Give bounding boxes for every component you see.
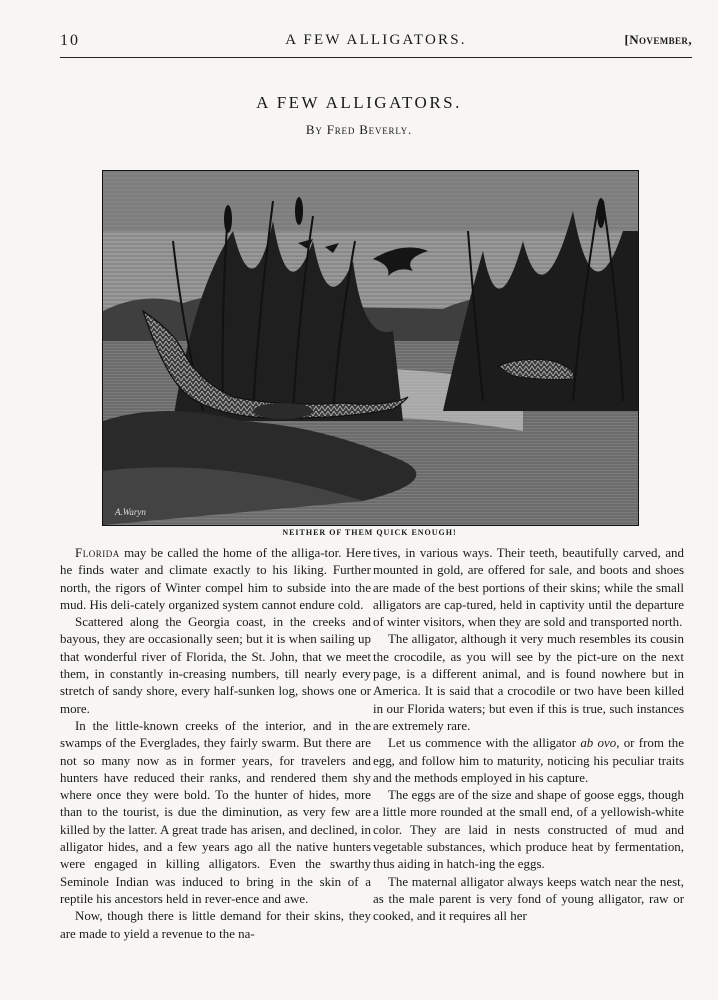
paragraph: Scattered along the Georgia coast, in the creeks and bayous, they are occasionally seen; but it is when sailing up that wonderful river of Florida, the St. John, that we meet them, in constantly in-creasing numbers, till nearly every stretch of sandy shore, every half-sunken log, shows one or more. (60, 614, 371, 716)
article-title: A FEW ALLIGATORS. (256, 93, 462, 112)
header-rule (60, 57, 692, 58)
paragraph-text: may be called the home of the alliga-tor. Here he finds water and climate exactly to his liking. Further north, the rigors of Winter compel him to subside into the mud. His deli-cately organized system cannot endure cold. (60, 545, 371, 612)
paragraph: The eggs are of the size and shape of goose eggs, though a little more rounded at the small end, of a yellowish-white color. They are laid in nests constructed of mud and vegetable substances, which produce heat by fermentation, thus aiding in hatch-ing the eggs. (373, 787, 684, 872)
paragraph: tives, in various ways. Their teeth, beautifully carved, and mounted in gold, are offered for sale, and boots and shoes are made of the best portions of their skins; while the small alligators are cap-tured, held in captivity until the departure of winter visitors, when they are sold and transported north. (373, 545, 684, 630)
article-byline: By Fred Beverly. (305, 122, 413, 137)
illustration-caption: NEITHER OF THEM QUICK ENOUGH! (282, 528, 457, 537)
right-column (373, 544, 684, 925)
running-header (60, 32, 692, 52)
left-column (60, 544, 371, 942)
paragraph: The alligator, although it very much resembles its cousin the crocodile, as you will see by the pict-ure on the next page, is a different animal, and is found nowhere but in America. It is said that a crocodile or two have been killed in our Florida waters; but even if this is true, such instances are extremely rare. (373, 631, 684, 733)
paragraph (373, 734, 684, 786)
alligator-swamp-engraving (103, 171, 638, 525)
artist-signature: A.Waryn (115, 507, 146, 517)
engraving-illustration (102, 170, 639, 526)
paragraph: The maternal alligator always keeps watch near the nest, as the male parent is very fond of young alligator, raw or cooked, and it requires all her (373, 873, 684, 924)
paragraph: In the little-known creeks of the interior, and in the swamps of the Everglades, they fairly swarm. But there are not so many now as in former years, for travelers and hunters have reduced their ranks, and rendered them shy where once they were bold. To the hunter of hides, more than to the tourist, is due the diminution, as very few are killed by the latter. A great trade has arisen, and declined, in alligator hides, and a few years ago all the native hunters were engaged in killing alligators. Even the swarthy Seminole Indian was induced to bring in the skin of a reptile his ancestors held in rever-ence and awe. (60, 717, 371, 906)
drop-lead-word: Florida (75, 545, 120, 560)
paragraph-text: , or from the egg, and follow him to maturity, noticing his peculiar traits and the methods employed in his capture. (373, 735, 684, 785)
paragraph: Now, though there is little demand for their skins, they are made to yield a revenue to the na- (60, 908, 371, 941)
paragraph-text: Let us commence with the alligator (388, 735, 581, 751)
issue-month: [November, (624, 32, 692, 47)
paragraph (60, 544, 371, 613)
latin-phrase: ab ovo (580, 735, 617, 751)
running-title: A FEW ALLIGATORS. (285, 32, 467, 48)
page-number: 10 (60, 32, 80, 49)
